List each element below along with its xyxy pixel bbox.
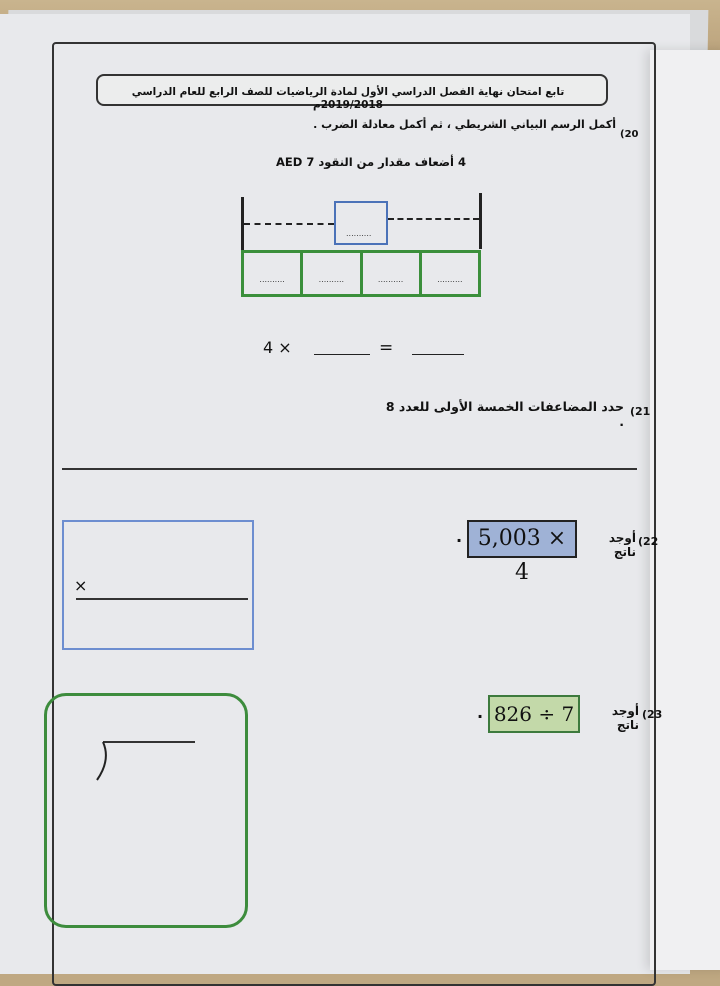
- tape-cell-placeholder: ..........: [259, 275, 285, 284]
- tape-cell-placeholder: ..........: [377, 275, 404, 284]
- tape-dashed-line-left: [244, 223, 334, 225]
- tape-cell[interactable]: [303, 253, 362, 294]
- tape-cell[interactable]: [422, 253, 478, 294]
- tape-cell[interactable]: [244, 253, 303, 294]
- question-23-period: .: [477, 703, 484, 722]
- equals-sign: =: [379, 338, 394, 358]
- equation-product-blank[interactable]: [412, 354, 464, 355]
- division-bracket-top: [103, 741, 195, 743]
- question-22-work-box[interactable]: [62, 520, 254, 650]
- question-21-answer-line[interactable]: [62, 468, 637, 470]
- question-21-number: (21: [630, 405, 651, 418]
- question-21-instruction: حدد المضاعفات الخمسة الأولى للعدد 8 .: [385, 399, 624, 429]
- work-box-result-line: [76, 598, 248, 600]
- tape-cell-placeholder: ..........: [437, 275, 463, 284]
- tape-cell-placeholder: ..........: [318, 275, 345, 284]
- total-answer-box[interactable]: [334, 201, 388, 245]
- question-22-period: .: [456, 527, 463, 546]
- question-20-instruction: أكمل الرسم البياني الشريطي ، ثم أكمل معادلة الضرب .: [313, 118, 616, 131]
- green-tape-bar: [241, 250, 481, 297]
- question-23-number: (23: [642, 708, 663, 721]
- tape-cell[interactable]: [363, 253, 422, 294]
- adjacent-paper-sheet: [650, 50, 720, 970]
- question-22-expression: 5,003 × 4: [467, 520, 577, 558]
- question-22-instruction: أوجد ناتج: [608, 531, 636, 559]
- exam-header-title: تابع امتحان نهاية الفصل الدراسي الأول لمادة الرياضيات للصف الرابع للعام الدراسي 2019/2018م: [131, 86, 565, 111]
- multiplication-sign: ×: [74, 576, 88, 595]
- question-23-instruction: أوجد ناتج: [611, 704, 639, 732]
- question-22-number: (22: [638, 535, 659, 548]
- tape-right-bracket: [479, 193, 482, 249]
- tape-dashed-line-right: [388, 218, 479, 220]
- question-20-number: (20: [620, 129, 639, 140]
- question-23-expression: 826 ÷ 7: [488, 695, 580, 733]
- equation-factor-blank[interactable]: [314, 354, 370, 355]
- exam-header: [96, 74, 608, 111]
- equation-left-side: 4 ×: [263, 338, 292, 357]
- bar-diagram-label: 4 أضعاف مقدار من النقود AED 7: [276, 155, 466, 169]
- division-bracket-icon: [93, 740, 111, 784]
- total-placeholder: ..........: [346, 229, 372, 238]
- question-23-work-box[interactable]: [44, 693, 248, 928]
